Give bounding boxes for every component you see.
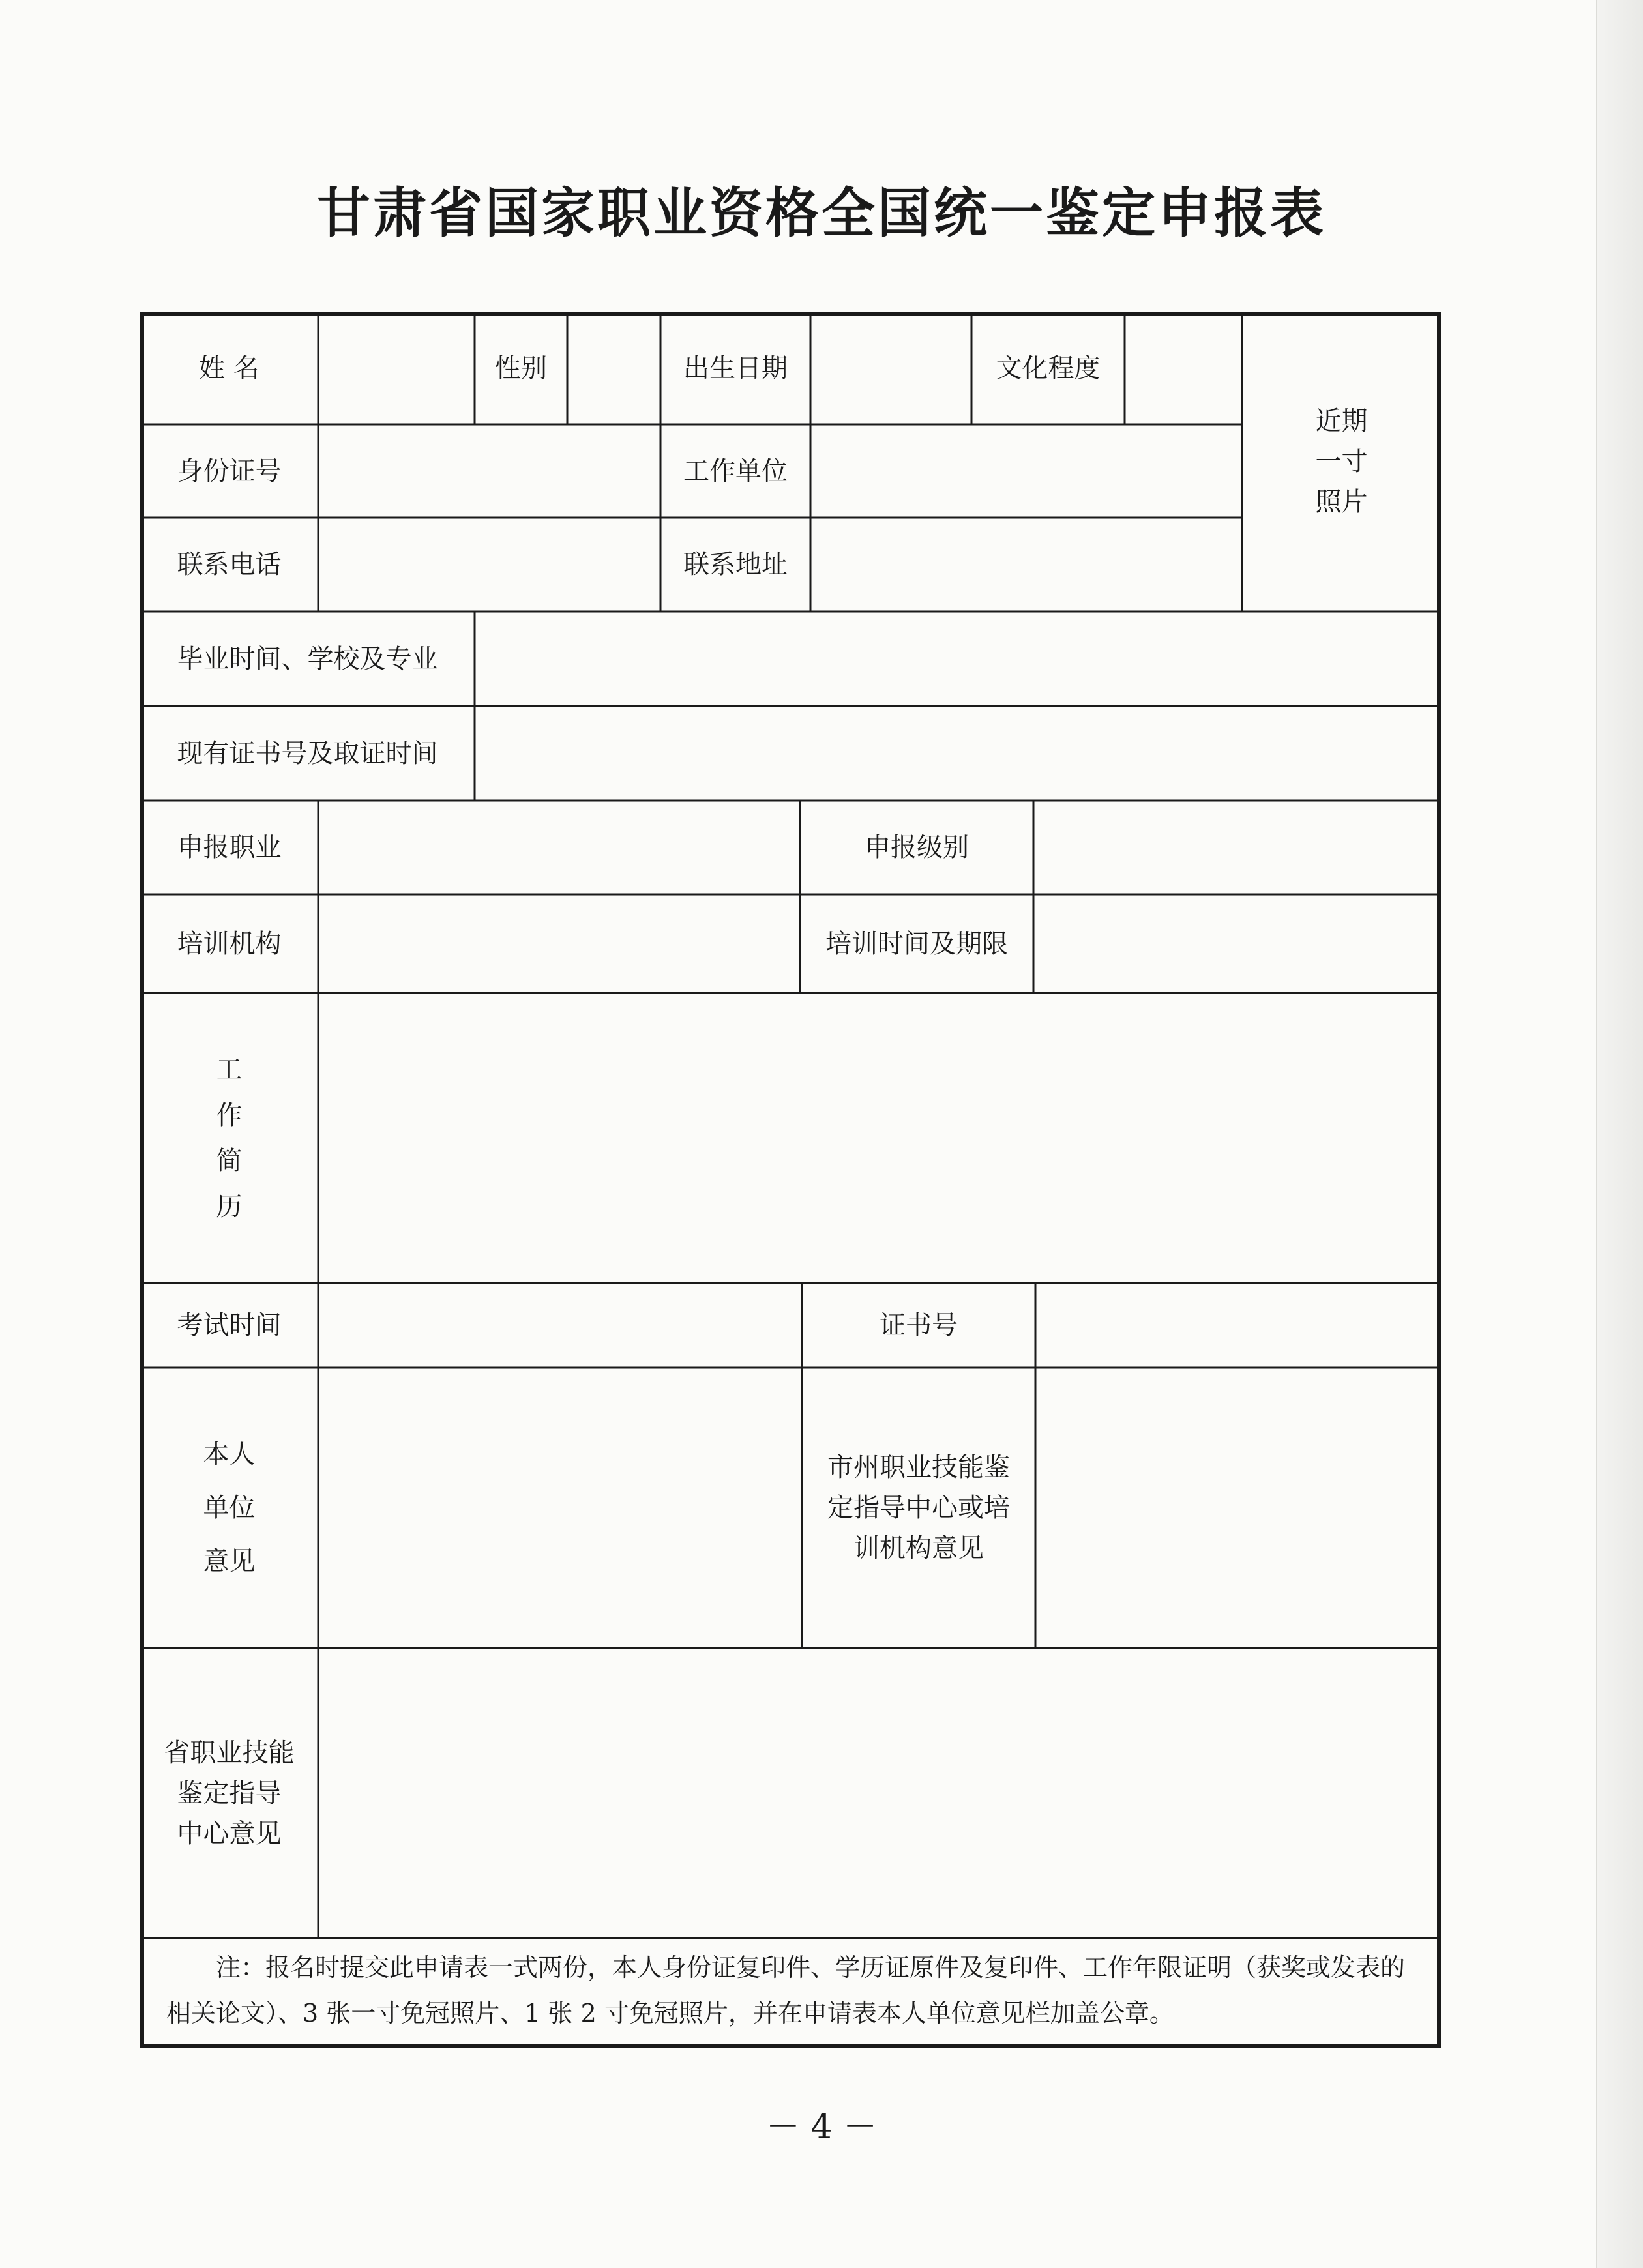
label-province-opinion (140, 1648, 318, 1938)
field-work-history[interactable] (318, 993, 1441, 1283)
label-phone: 联系电话 (177, 550, 282, 580)
page-number: － 4 － (765, 2108, 878, 2147)
label-name: 姓 名 (199, 353, 259, 383)
field-education[interactable] (1125, 312, 1242, 424)
scan-edge (1596, 0, 1643, 2268)
field-graduation[interactable] (475, 611, 1441, 706)
photo-label-line-1: 近期 (1315, 406, 1368, 436)
province-opinion-line-3: 中心意见 (177, 1818, 282, 1849)
photo-label-line-2: 一寸 (1315, 447, 1368, 477)
label-training-period: 培训时间及期限 (825, 928, 1008, 959)
field-phone[interactable] (318, 518, 660, 611)
work-history-char-2: 作 (216, 1100, 243, 1130)
field-id-number[interactable] (318, 424, 660, 518)
field-level[interactable] (1033, 801, 1441, 894)
unit-opinion-line-2: 单位 (203, 1493, 256, 1523)
field-certificate-existing[interactable] (475, 706, 1441, 801)
field-work-unit[interactable] (810, 424, 1242, 518)
work-history-char-1: 工 (216, 1054, 243, 1085)
application-form (140, 312, 1441, 2048)
field-occupation[interactable] (318, 801, 800, 894)
photo-box (1242, 312, 1441, 611)
field-address[interactable] (810, 518, 1242, 611)
label-id-number: 身份证号 (177, 456, 282, 486)
label-address: 联系地址 (683, 550, 788, 580)
submission-note: 注：报名时提交此申请表一式两份，本人身份证复印件、学历证原件及复印件、工作年限证明（获奖或发表的相关论文）、3 张一寸免冠照片、1 张 2 寸免冠照片，并在申请表本人单位意见栏加盖公章。 (166, 1953, 1406, 2027)
city-opinion-line-2: 定指导中心或培 (827, 1493, 1010, 1523)
field-name[interactable] (318, 312, 475, 424)
field-gender[interactable] (567, 312, 660, 424)
label-birth-date: 出生日期 (683, 353, 788, 383)
label-training-org: 培训机构 (177, 928, 282, 959)
field-unit-opinion[interactable] (318, 1368, 802, 1648)
label-city-opinion (802, 1368, 1035, 1648)
field-birth-date[interactable] (810, 312, 971, 424)
work-history-char-4: 历 (216, 1191, 243, 1222)
province-opinion-line-1: 省职业技能 (164, 1737, 295, 1768)
city-opinion-line-3: 训机构意见 (853, 1533, 984, 1563)
label-work-history (140, 993, 318, 1283)
label-exam-time: 考试时间 (177, 1310, 282, 1340)
label-level: 申报级别 (865, 832, 969, 862)
label-occupation: 申报职业 (177, 832, 282, 862)
unit-opinion-line-3: 意见 (203, 1546, 256, 1576)
label-education: 文化程度 (996, 353, 1101, 383)
label-unit-opinion (140, 1368, 318, 1648)
label-gender: 性别 (495, 353, 547, 383)
field-exam-time[interactable] (318, 1283, 802, 1368)
field-training-period[interactable] (1033, 894, 1441, 993)
field-training-org[interactable] (318, 894, 800, 993)
photo-label-line-3: 照片 (1315, 487, 1368, 517)
field-province-opinion[interactable] (318, 1648, 1441, 1938)
field-certificate-no[interactable] (1035, 1283, 1441, 1368)
unit-opinion-line-1: 本人 (203, 1439, 256, 1469)
label-certificate-no: 证书号 (880, 1310, 958, 1340)
field-city-opinion[interactable] (1035, 1368, 1441, 1648)
label-certificate-existing: 现有证书号及取证时间 (177, 738, 438, 769)
work-history-char-3: 简 (216, 1145, 243, 1176)
page-title: 甘肃省国家职业资格全国统一鉴定申报表 (316, 183, 1326, 244)
city-opinion-line-1: 市州职业技能鉴 (827, 1452, 1010, 1482)
province-opinion-line-2: 鉴定指导 (177, 1778, 282, 1808)
label-graduation: 毕业时间、学校及专业 (177, 643, 438, 674)
label-work-unit: 工作单位 (683, 456, 788, 486)
